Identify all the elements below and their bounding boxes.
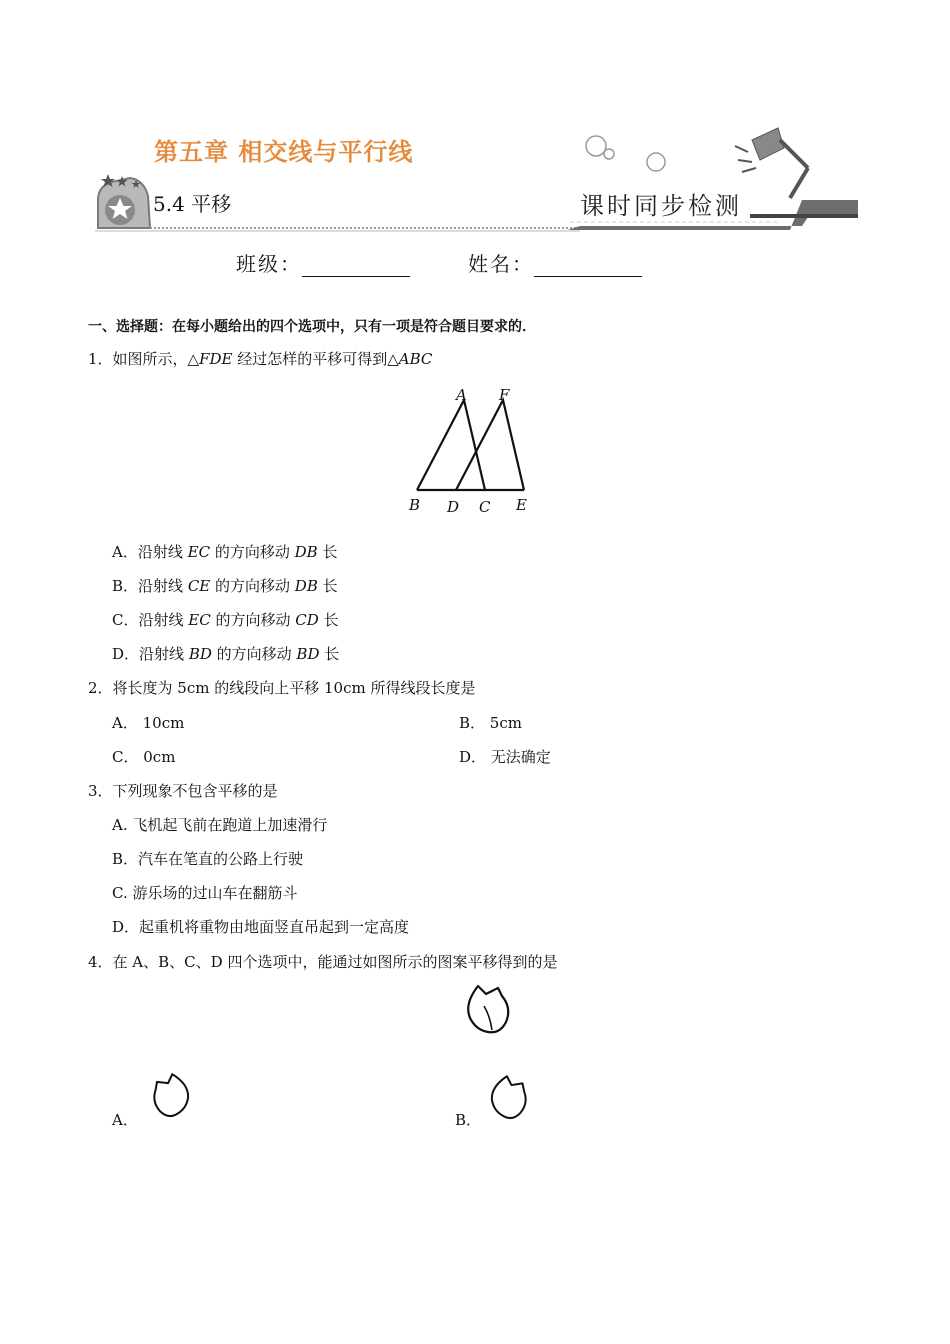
q3-option-b[interactable]: B．汽车在笔直的公路上行驶 — [112, 850, 304, 868]
star-badge-icon — [98, 174, 150, 228]
q3-option-a[interactable]: A. 飞机起飞前在跑道上加速滑行 — [112, 816, 328, 834]
class-label: 班级： — [236, 252, 302, 276]
q1-triangle-figure — [400, 380, 540, 518]
label-b: B — [409, 496, 421, 514]
label-f: F — [499, 386, 510, 404]
chapter-title: 第五章 相交线与平行线 — [154, 138, 414, 166]
label-d: D — [447, 498, 460, 516]
label-e: E — [516, 496, 527, 514]
name-field — [468, 248, 642, 277]
q1-stem-pre: 如图所示，△ — [112, 350, 200, 368]
q2-option-a[interactable]: A． 10cm — [112, 714, 185, 732]
q4-option-b-leaf-icon — [486, 1074, 532, 1124]
q1-stem-mid: 经过怎样的平移可得到△ — [232, 350, 399, 368]
q2-option-c[interactable]: C． 0cm — [112, 748, 176, 766]
q4-option-b[interactable] — [455, 1109, 481, 1130]
q4-option-a[interactable] — [112, 1109, 138, 1130]
q1-triangle-fde: FDE — [199, 350, 233, 368]
label-c: C — [479, 498, 491, 516]
q1-number: 1． — [88, 350, 113, 368]
sync-check-label: 课时同步检测 — [580, 192, 742, 220]
label-a: A — [456, 386, 467, 404]
name-label: 姓名： — [468, 252, 534, 276]
q1-option-a[interactable]: A．沿射线 EC 的方向移动 DB 长 — [112, 543, 338, 561]
q4-option-b-label: B． — [455, 1111, 482, 1129]
question-2: 2．将长度为 5cm 的线段向上平移 10cm 所得线段长度是 — [88, 679, 476, 697]
class-field — [236, 248, 410, 277]
q3-option-d[interactable]: D．起重机将重物由地面竖直吊起到一定高度 — [112, 918, 410, 936]
q4-leaf-figure — [462, 982, 516, 1038]
question-3: 3．下列现象不包含平移的是 — [88, 782, 278, 800]
q1-triangle-abc: ABC — [398, 350, 433, 368]
section-title: 5.4 平移 — [153, 192, 232, 216]
q4-option-a-label: A． — [112, 1111, 138, 1129]
q2-option-b[interactable]: B． 5cm — [459, 714, 522, 732]
desk-lamp-icon — [735, 128, 808, 198]
class-blank[interactable] — [302, 258, 410, 277]
question-1 — [88, 348, 432, 369]
q4-option-a-leaf-icon — [148, 1072, 194, 1122]
question-4: 4．在 A、B、C、D 四个选项中，能通过如图所示的图案平移得到的是 — [88, 953, 558, 971]
q1-option-d[interactable]: D．沿射线 BD 的方向移动 BD 长 — [112, 645, 340, 663]
name-blank[interactable] — [534, 258, 642, 277]
q2-option-d[interactable]: D． 无法确定 — [459, 748, 551, 766]
q1-option-c[interactable]: C．沿射线 EC 的方向移动 CD 长 — [112, 611, 339, 629]
section-heading: 一、选择题：在每小题给出的四个选项中，只有一项是符合题目要求的． — [88, 319, 536, 335]
q1-option-b[interactable]: B．沿射线 CE 的方向移动 DB 长 — [112, 577, 338, 595]
q3-option-c[interactable]: C. 游乐场的过山车在翻筋斗 — [112, 884, 298, 902]
